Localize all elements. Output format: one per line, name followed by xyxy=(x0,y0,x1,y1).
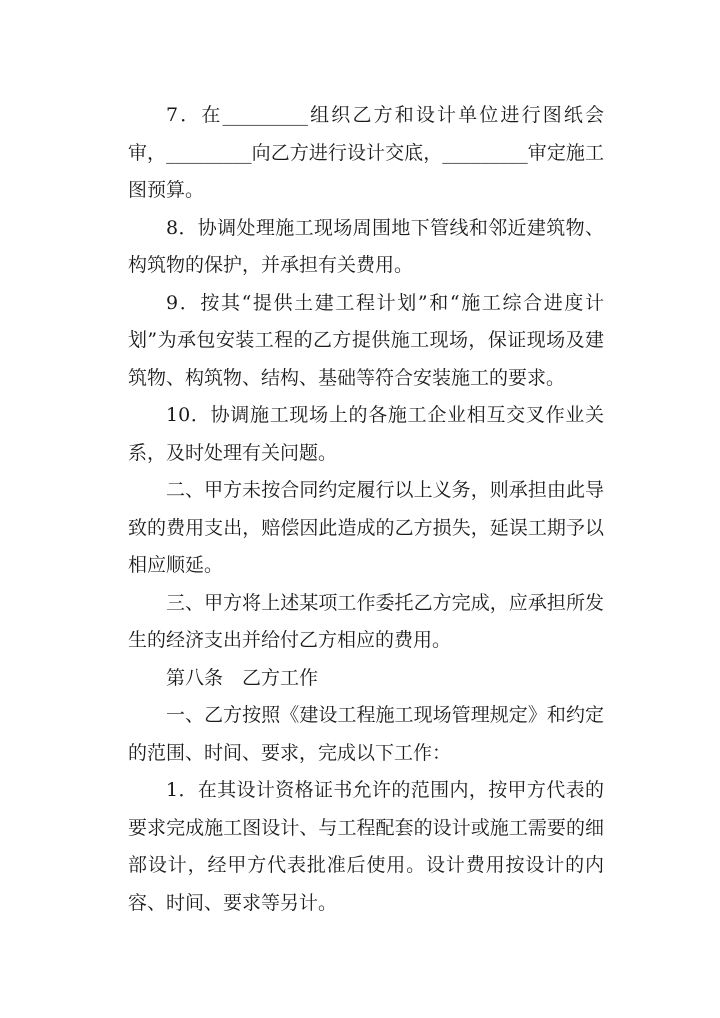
paragraph-article-8-item-1: 1．在其设计资格证书允许的范围内，按甲方代表的要求完成施工图设计、与工程配套的设计或施工需要的细部设计，经甲方代表批准后使用。设计费用按设计的内容、时间、要求等另计。 xyxy=(128,779,604,914)
paragraph-item-8: 8．协调处理施工现场周围地下管线和邻近建筑物、构筑物的保护，并承担有关费用。 xyxy=(128,216,604,276)
article-8-heading: 第八条 乙方工作 xyxy=(166,666,319,689)
paragraph-section-2: 二、甲方未按合同约定履行以上义务，则承担由此导致的费用支出，赔偿因此造成的乙方损失，延误工期予以相应顺延。 xyxy=(128,479,604,576)
paragraph-item-9: 9．按其“提供土建工程计划”和“施工综合进度计划”为承包安装工程的乙方提供施工现场，保证现场及建筑物、构筑物、结构、基础等符合安装施工的要求。 xyxy=(128,291,604,389)
paragraph-item-7: 7．在_________组织乙方和设计单位进行图纸会审，_________向乙方进行设计交底，_________审定施工图预算。 xyxy=(128,104,604,201)
paragraph-article-8-section-1: 一、乙方按照《建设工程施工现场管理规定》和约定的范围、时间、要求，完成以下工作： xyxy=(128,704,604,764)
document-body xyxy=(128,97,604,922)
paragraph-item-10: 10．协调施工现场上的各施工企业相互交叉作业关系，及时处理有关问题。 xyxy=(128,404,604,464)
paragraph-section-3: 三、甲方将上述某项工作委托乙方完成，应承担所发生的经济支出并给付乙方相应的费用。 xyxy=(128,591,604,651)
